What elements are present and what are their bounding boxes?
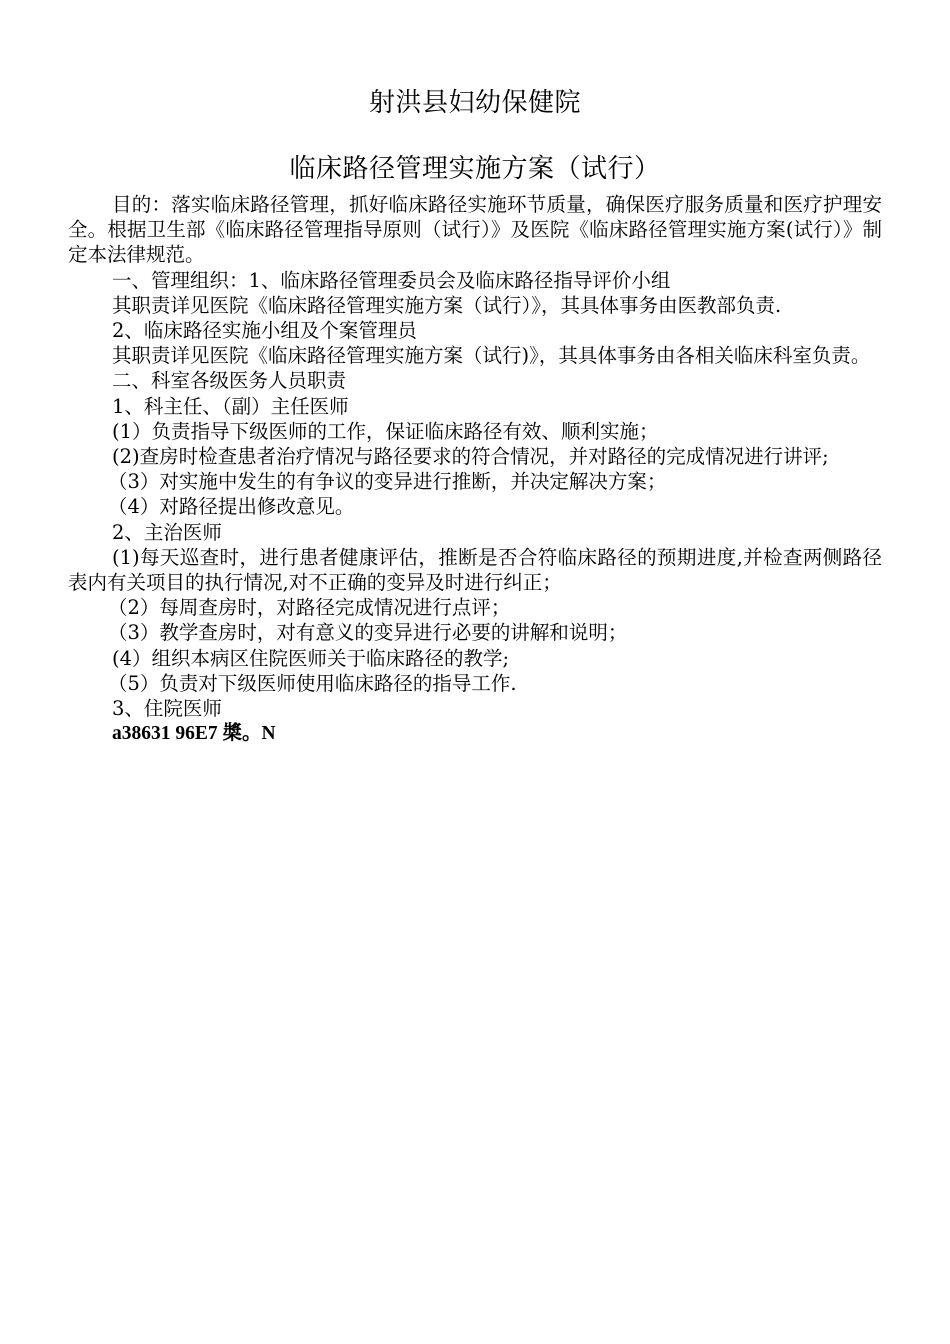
org-title: 射洪县妇幼保健院 — [368, 88, 581, 118]
paragraph: 其职责详见医院《临床路径管理实施方案（试行）》，其具体事务由医教部负责. — [112, 293, 782, 317]
paragraph-section-2: 二、科室各级医务人员职责 — [112, 369, 347, 393]
paragraph: 1、科主任、（副）主任医师 — [112, 394, 349, 418]
list-item: （2）每周查房时，对路径完成情况进行点评； — [108, 596, 511, 620]
list-item: (1）负责指导下级医师的工作，保证临床路径有效、顺利实施； — [112, 419, 659, 443]
list-item: (2)查房时检查患者治疗情况与路径要求的符合情况，并对路径的完成情况进行讲评; — [112, 445, 829, 469]
list-item: (4）组织本病区住院医师关于临床路径的教学; — [112, 646, 510, 670]
paragraph: 2、主治医师 — [112, 520, 222, 544]
paragraph-section-1: 一、管理组织：1、临床路径管理委员会及临床路径指导评价小组 — [112, 268, 671, 292]
list-item: （5）负责对下级医师使用临床路径的指导工作. — [108, 671, 517, 695]
document-body — [68, 192, 882, 746]
paragraph-purpose: 目的：落实临床路径管理，抓好临床路径实施环节质量，确保医疗服务质量和医疗护理安全。根据卫生部《临床路径管理指导原则（试行）》及医院《临床路径管理实施方案(试行）》制定本法律规范。 — [68, 193, 882, 267]
list-item: （3）教学查房时，对有意义的变异进行必要的讲解和说明； — [108, 621, 628, 645]
doc-title: 临床路径管理实施方案（试行） — [289, 154, 661, 184]
list-item: （3）对实施中发生的有争议的变异进行推断，并决定解决方案； — [108, 470, 667, 494]
paragraph: 其职责详见医院《临床路径管理实施方案（试行)》，其具体事务由各相关临床科室负责。 — [112, 344, 871, 368]
paragraph: 3、住院医师 — [112, 697, 222, 721]
paragraph-garbled: a38631 96E7 槳。N — [112, 723, 276, 745]
list-item: （4）对路径提出修改意见。 — [108, 495, 355, 519]
list-item: (1)每天巡查时，进行患者健康评估，推断是否合符临床路径的预期进度,并检查两侧路径表内有关项目的执行情况,对不正确的变异及时进行纠正； — [68, 545, 882, 595]
paragraph: 2、临床路径实施小组及个案管理员 — [112, 319, 417, 343]
